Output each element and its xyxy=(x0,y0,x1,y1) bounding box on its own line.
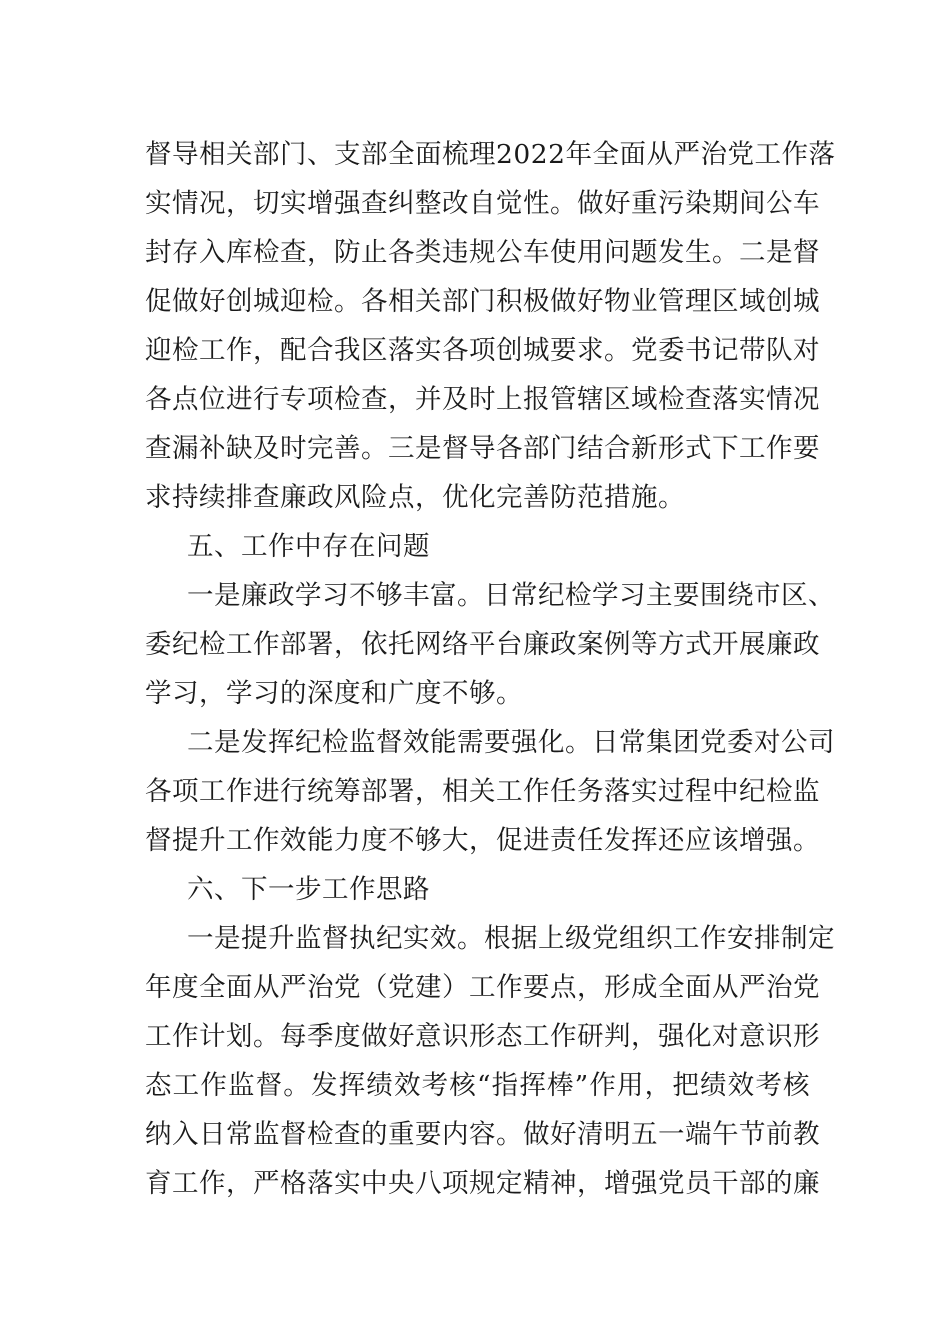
section-heading: 六、下一步工作思路 xyxy=(187,874,430,905)
text-line: 育工作，严格落实中央八项规定精神，增强党员干部的廉 xyxy=(145,1168,820,1199)
text-line: 查漏补缺及时完善。三是督导各部门结合新形式下工作要 xyxy=(145,433,820,464)
text-line: 纳入日常监督检查的重要内容。做好清明五一端午节前教 xyxy=(145,1119,820,1150)
text-line: 求持续排查廉政风险点，优化完善防范措施。 xyxy=(145,482,685,513)
text-line: 迎检工作，配合我区落实各项创城要求。党委书记带队对 xyxy=(145,335,820,366)
text-line: 二是发挥纪检监督效能需要强化。日常集团党委对公司 xyxy=(187,727,835,758)
text-line: 工作计划。每季度做好意识形态工作研判，强化对意识形 xyxy=(145,1021,820,1052)
text-line: 实情况，切实增强查纠整改自觉性。做好重污染期间公车 xyxy=(145,188,820,219)
text-line: 各点位进行专项检查，并及时上报管辖区域检查落实情况 xyxy=(145,384,820,415)
text-line: 一是提升监督执纪实效。根据上级党组织工作安排制定 xyxy=(187,923,835,954)
text-line: 督提升工作效能力度不够大，促进责任发挥还应该增强。 xyxy=(145,825,820,856)
text-line: 委纪检工作部署，依托网络平台廉政案例等方式开展廉政 xyxy=(145,629,820,660)
text-line: 各项工作进行统筹部署，相关工作任务落实过程中纪检监 xyxy=(145,776,820,807)
document-body xyxy=(145,130,836,1208)
text-line: 封存入库检查，防止各类违规公车使用问题发生。二是督 xyxy=(145,237,820,268)
text-line: 学习，学习的深度和广度不够。 xyxy=(145,678,523,709)
text-line: 促做好创城迎检。各相关部门积极做好物业管理区域创城 xyxy=(145,286,820,317)
text-line: 一是廉政学习不够丰富。日常纪检学习主要围绕市区、 xyxy=(187,580,835,611)
text-line: 督导相关部门、支部全面梳理2022年全面从严治党工作落 xyxy=(145,139,836,170)
text-line: 态工作监督。发挥绩效考核“指挥棒”作用，把绩效考核 xyxy=(145,1070,810,1101)
section-heading: 五、工作中存在问题 xyxy=(187,531,430,562)
text-line: 年度全面从严治党（党建）工作要点，形成全面从严治党 xyxy=(145,972,820,1003)
